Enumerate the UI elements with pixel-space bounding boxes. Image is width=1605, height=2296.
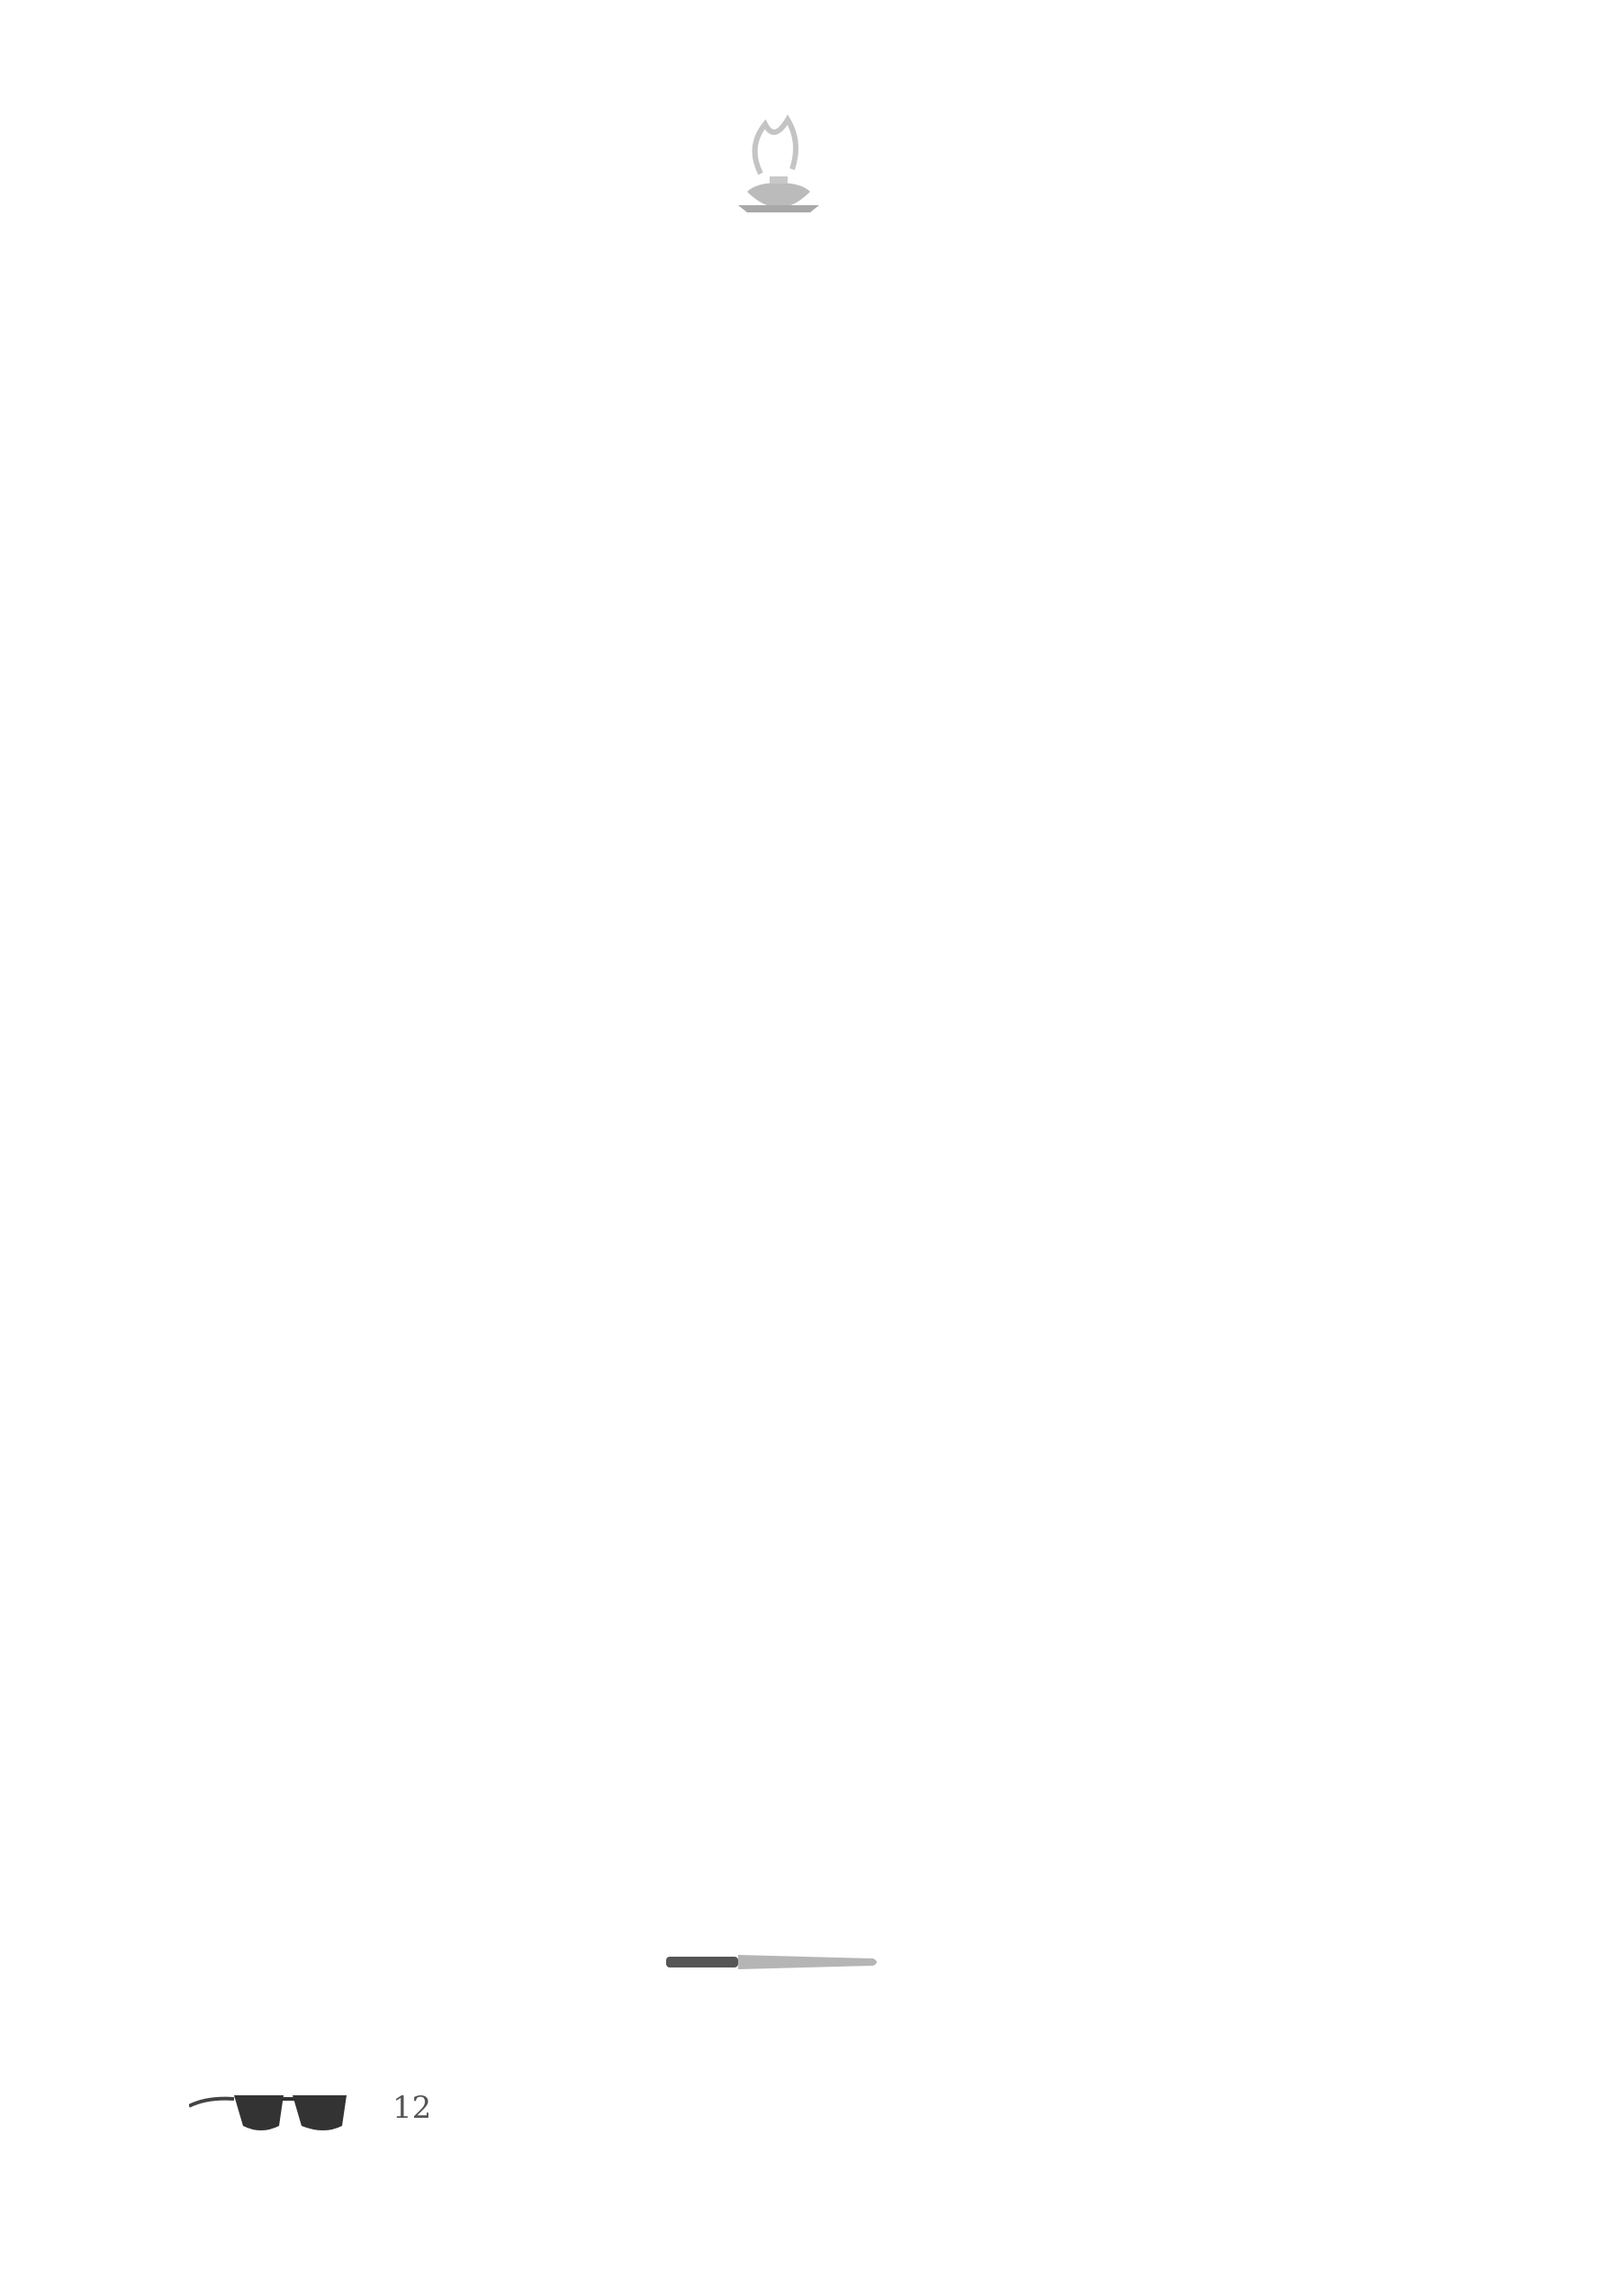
page-footer [189,2079,999,2151]
sunglasses-icon [189,2079,369,2142]
lamp-icon [711,106,846,241]
knife-icon [666,1944,882,1980]
page-number: 12 [392,2090,432,2126]
